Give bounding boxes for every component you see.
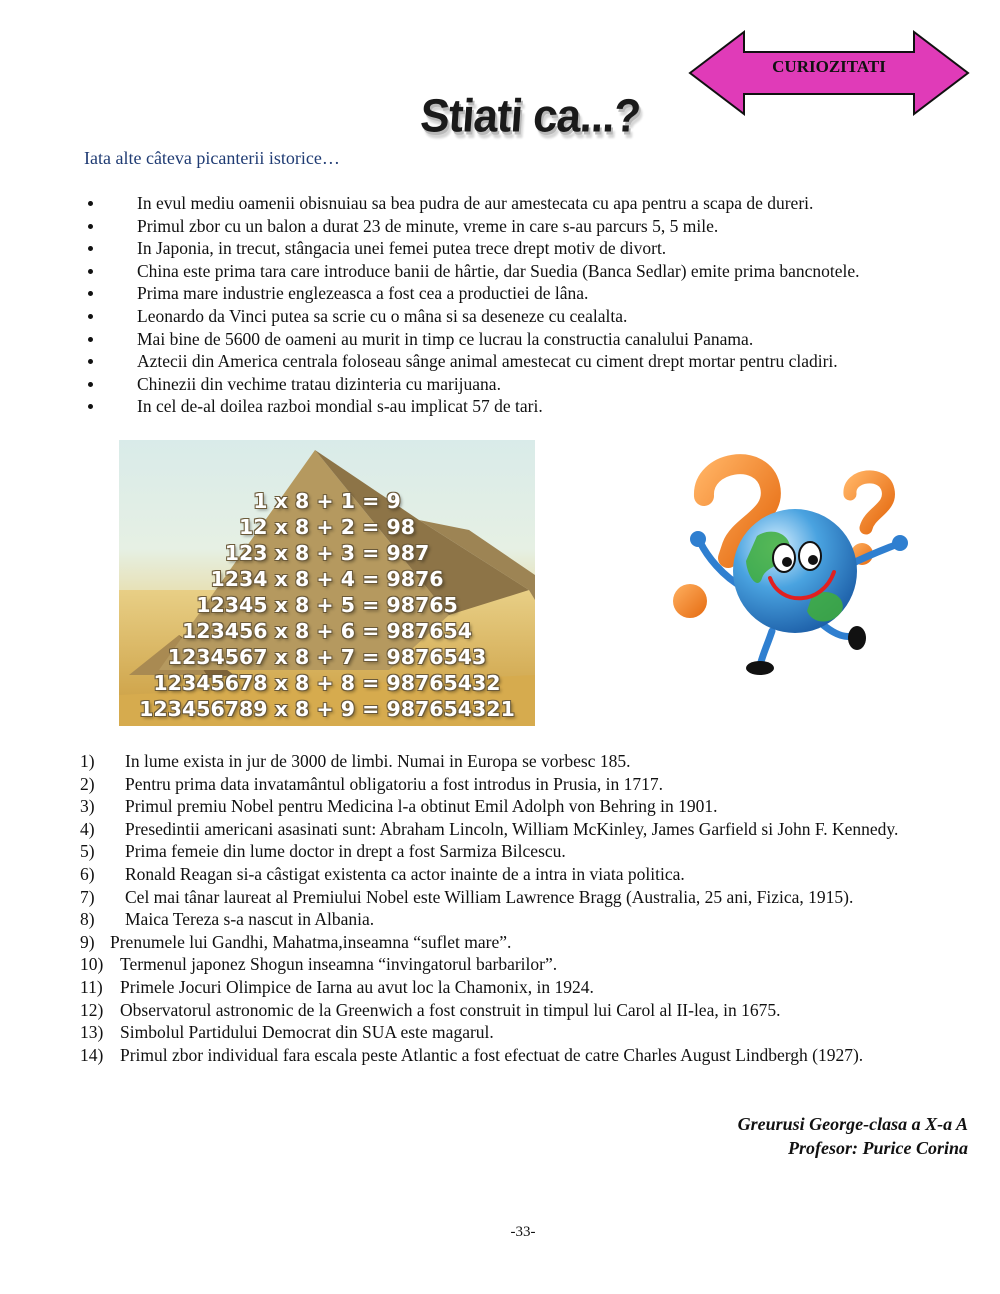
- equation: 123456789 x 8 + 9 = 987654321: [139, 697, 515, 721]
- student-name: Greurusi George-clasa a X-a A: [737, 1114, 968, 1134]
- list-item: 14) Primul zbor individual fara escala peste Atlantic a fost efectuat de catre Charles August Lindbergh (1927).: [80, 1044, 864, 1065]
- list-item: 8) Maica Tereza s-a nascut in Albania.: [80, 909, 375, 930]
- facts-list: [84, 192, 974, 418]
- list-item: 12) Observatorul astronomic de la Greenwich a fost construit in timpul lui Carol al II-lea, in 1675.: [80, 999, 781, 1020]
- list-item: In cel de-al doilea razboi mondial s-au implicat 57 de tari.: [84, 395, 974, 418]
- list-item: 4) Presedintii americani asasinati sunt: Abraham Lincoln, William McKinley, James Garfield si John F. Kennedy.: [80, 818, 899, 839]
- equation: 123456 x 8 + 6 = 987654: [181, 619, 473, 643]
- bullet-icon: [88, 382, 93, 387]
- list-item: China este prima tara care introduce banii de hârtie, dar Suedia (Banca Sedlar) emite prima bancnotele.: [84, 260, 974, 283]
- globe-question-mark-icon: [662, 446, 912, 680]
- list-item: Leonardo da Vinci putea sa scrie cu o mâna si sa deseneze cu cealalta.: [84, 305, 974, 328]
- list-item: 10) Termenul japonez Shogun inseamna “invingatorul barbarilor”.: [80, 954, 558, 975]
- list-item: Prima mare industrie englezeasca a fost cea a productiei de lâna.: [84, 282, 974, 305]
- bullet-icon: [88, 359, 93, 364]
- list-item: 11) Primele Jocuri Olimpice de Iarna au avut loc la Chamonix, in 1924.: [80, 976, 594, 997]
- bullet-icon: [88, 404, 93, 409]
- list-item: 13) Simbolul Partidului Democrat din SUA este magarul.: [80, 1022, 494, 1043]
- list-item: Chinezii din vechime tratau dizinteria cu marijuana.: [84, 373, 974, 396]
- list-item: 3) Primul premiu Nobel pentru Medicina l-a obtinut Emil Adolph von Behring in 1901.: [80, 796, 718, 817]
- bullet-icon: [88, 337, 93, 342]
- list-item: 1) In lume exista in jur de 3000 de limbi. Numai in Europa se vorbesc 185.: [80, 751, 631, 771]
- page-number: -33-: [510, 1224, 536, 1240]
- page-title: Stiati ca...?: [418, 90, 642, 143]
- list-item: In evul mediu oamenii obisnuiau sa bea pudra de aur amestecata cu apa pentru a scapa de dureri.: [84, 192, 974, 215]
- equation: 1234 x 8 + 4 = 9876: [210, 567, 444, 591]
- equation: 12 x 8 + 2 = 98: [239, 515, 415, 539]
- bullet-icon: [88, 224, 93, 229]
- bullet-icon: [88, 201, 93, 206]
- equation: 12345 x 8 + 5 = 98765: [196, 593, 458, 617]
- bullet-icon: [88, 246, 93, 251]
- list-item: 2) Pentru prima data invatamântul obligatoriu a fost introdus in Prusia, in 1717.: [80, 773, 664, 794]
- bullet-icon: [88, 269, 93, 274]
- equation: 12345678 x 8 + 8 = 98765432: [153, 671, 501, 695]
- bullet-icon: [88, 291, 93, 296]
- pyramid-math-image: [119, 440, 535, 726]
- bullet-icon: [88, 314, 93, 319]
- numbered-facts-list: [80, 750, 970, 1066]
- list-item: 7) Cel mai tânar laureat al Premiului Nobel este William Lawrence Bragg (Australia, 25 ani, Fizica, 1915).: [80, 886, 854, 907]
- pyramid-equations: [119, 488, 535, 722]
- list-item: 9) Prenumele lui Gandhi, Mahatma,inseamna “suflet mare”.: [80, 931, 512, 952]
- teacher-name: Profesor: Purice Corina: [788, 1138, 968, 1158]
- equation: 123 x 8 + 3 = 987: [224, 541, 430, 565]
- equation: 1234567 x 8 + 7 = 9876543: [167, 645, 487, 669]
- equation: 1 x 8 + 1 = 9: [253, 489, 401, 513]
- list-item: In Japonia, in trecut, stângacia unei femei putea trece drept motiv de divort.: [84, 237, 974, 260]
- list-item: Aztecii din America centrala foloseau sânge animal amestecat cu ciment drept mortar pentru cladiri.: [84, 350, 974, 373]
- list-item: Primul zbor cu un balon a durat 23 de minute, vreme in care s-au parcurs 5, 5 mile.: [84, 215, 974, 238]
- banner-label: CURIOZITATI: [772, 57, 886, 76]
- list-item: 6) Ronald Reagan si-a câstigat existenta ca actor inainte de a intra in viata politica.: [80, 863, 685, 884]
- list-item: 5) Prima femeie din lume doctor in drept a fost Sarmiza Bilcescu.: [80, 841, 566, 862]
- list-item: Mai bine de 5600 de oameni au murit in timp ce lucrau la constructia canalului Panama.: [84, 328, 974, 351]
- author-signature: [738, 1112, 968, 1160]
- intro-text: Iata alte câteva picanterii istorice…: [84, 148, 340, 168]
